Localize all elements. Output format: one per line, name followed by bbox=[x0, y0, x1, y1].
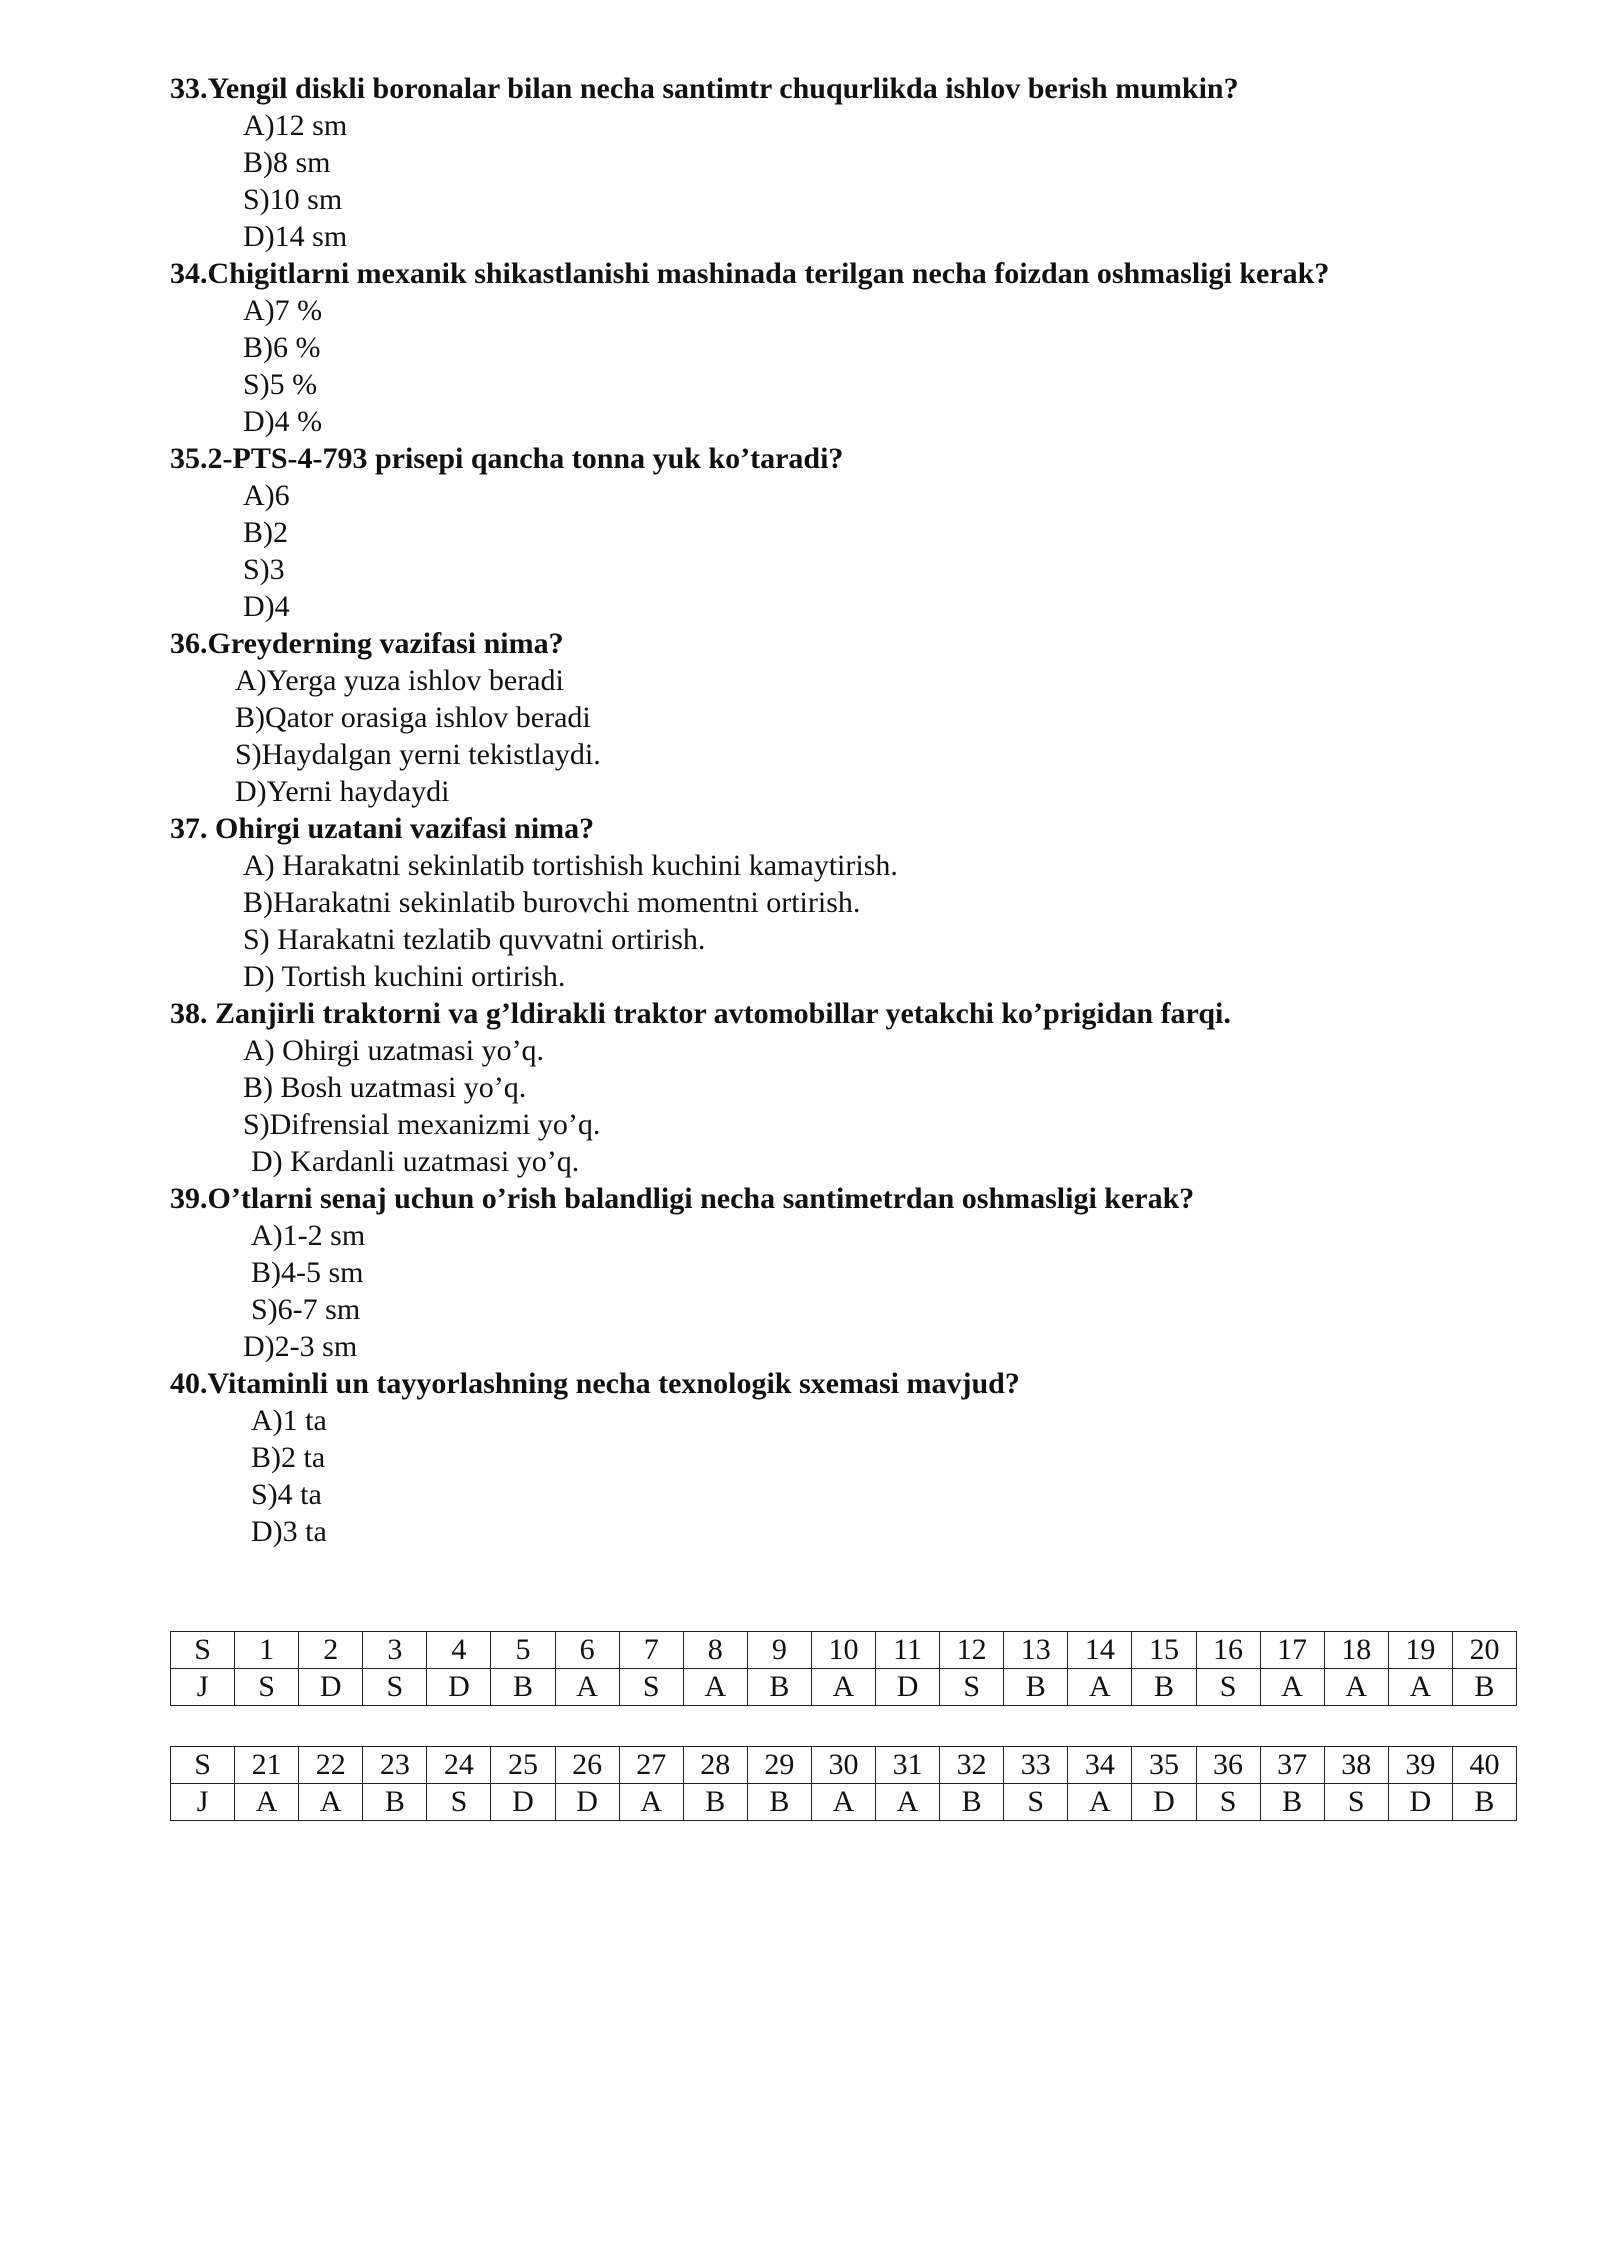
table-answer-cell: S bbox=[940, 1669, 1004, 1706]
table-answer-cell: D bbox=[299, 1669, 363, 1706]
table-header-cell: 18 bbox=[1324, 1632, 1388, 1669]
option-list bbox=[170, 847, 1470, 995]
table-answer-cell: S bbox=[619, 1669, 683, 1706]
table-header-cell: 24 bbox=[427, 1747, 491, 1784]
table-header-cell: 22 bbox=[299, 1747, 363, 1784]
option-d: D)14 sm bbox=[243, 220, 348, 253]
option-a: A)7 % bbox=[243, 294, 323, 327]
table-answer-cell: J bbox=[171, 1669, 235, 1706]
question-text: 37. Ohirgi uzatani vazifasi nima? bbox=[170, 812, 595, 845]
option-list bbox=[170, 1032, 1470, 1180]
question-33 bbox=[170, 70, 1470, 255]
table-answer-cell: B bbox=[1452, 1784, 1516, 1821]
table-header-cell: 6 bbox=[555, 1632, 619, 1669]
answer-table-header-row bbox=[171, 1747, 1517, 1784]
table-header-cell: 11 bbox=[876, 1632, 940, 1669]
table-header-cell: 35 bbox=[1132, 1747, 1196, 1784]
question-39 bbox=[170, 1180, 1470, 1365]
answer-table-answer-row bbox=[171, 1784, 1517, 1821]
table-header-cell: S bbox=[171, 1747, 235, 1784]
option-b: B)Harakatni sekinlatib burovchi momentni ortirish. bbox=[243, 886, 861, 919]
option-list bbox=[170, 662, 1470, 810]
option-s: S)10 sm bbox=[243, 183, 343, 216]
option-s: S) Harakatni tezlatib quvvatni ortirish. bbox=[243, 923, 706, 956]
option-list bbox=[170, 107, 1470, 255]
table-answer-cell: B bbox=[747, 1669, 811, 1706]
table-header-cell: 8 bbox=[683, 1632, 747, 1669]
table-answer-cell: B bbox=[1452, 1669, 1516, 1706]
table-header-cell: 15 bbox=[1132, 1632, 1196, 1669]
table-answer-cell: A bbox=[811, 1784, 875, 1821]
option-a: A)1-2 sm bbox=[251, 1219, 366, 1252]
table-header-cell: 4 bbox=[427, 1632, 491, 1669]
table-header-cell: 38 bbox=[1324, 1747, 1388, 1784]
table-header-cell: 28 bbox=[683, 1747, 747, 1784]
table-header-cell: 31 bbox=[876, 1747, 940, 1784]
table-answer-cell: S bbox=[1196, 1669, 1260, 1706]
table-answer-cell: A bbox=[1068, 1784, 1132, 1821]
table-header-cell: 13 bbox=[1004, 1632, 1068, 1669]
option-s: S)6-7 sm bbox=[251, 1293, 361, 1326]
table-header-cell: 27 bbox=[619, 1747, 683, 1784]
option-b: B)Qator orasiga ishlov beradi bbox=[235, 701, 591, 734]
table-answer-cell: D bbox=[1132, 1784, 1196, 1821]
question-36 bbox=[170, 625, 1470, 810]
option-a: A)6 bbox=[243, 479, 290, 512]
question-40 bbox=[170, 1365, 1470, 1550]
table-header-cell: 37 bbox=[1260, 1747, 1324, 1784]
question-text: 39.O’tlarni senaj uchun o’rish balandligi necha santimetrdan oshmasligi kerak? bbox=[170, 1182, 1195, 1215]
question-35 bbox=[170, 440, 1470, 625]
table-header-cell: 7 bbox=[619, 1632, 683, 1669]
table-answer-cell: D bbox=[876, 1669, 940, 1706]
answer-key-table bbox=[170, 1631, 1517, 1706]
table-header-cell: S bbox=[171, 1632, 235, 1669]
table-header-cell: 26 bbox=[555, 1747, 619, 1784]
table-header-cell: 3 bbox=[363, 1632, 427, 1669]
option-b: B)4-5 sm bbox=[251, 1256, 364, 1289]
option-d: D)4 % bbox=[243, 405, 323, 438]
table-answer-cell: B bbox=[1132, 1669, 1196, 1706]
table-answer-cell: A bbox=[811, 1669, 875, 1706]
option-s: S)4 ta bbox=[251, 1478, 322, 1511]
question-34 bbox=[170, 255, 1470, 440]
table-answer-cell: A bbox=[235, 1784, 299, 1821]
table-answer-cell: A bbox=[1324, 1669, 1388, 1706]
option-s: S)Difrensial mexanizmi yo’q. bbox=[243, 1108, 601, 1141]
table-answer-cell: D bbox=[1388, 1784, 1452, 1821]
question-text: 33.Yengil diskli boronalar bilan necha santimtr chuqurlikda ishlov berish mumkin? bbox=[170, 72, 1239, 105]
table-header-cell: 34 bbox=[1068, 1747, 1132, 1784]
question-38 bbox=[170, 995, 1470, 1180]
table-header-cell: 21 bbox=[235, 1747, 299, 1784]
table-answer-cell: A bbox=[555, 1669, 619, 1706]
table-header-cell: 36 bbox=[1196, 1747, 1260, 1784]
table-header-cell: 29 bbox=[747, 1747, 811, 1784]
question-text: 35.2-PTS-4-793 prisepi qancha tonna yuk ko’taradi? bbox=[170, 442, 844, 475]
option-b: B) Bosh uzatmasi yo’q. bbox=[243, 1071, 527, 1104]
table-answer-cell: B bbox=[491, 1669, 555, 1706]
question-text: 40.Vitaminli un tayyorlashning necha texnologik sxemasi mavjud? bbox=[170, 1367, 1020, 1400]
option-d: D) Tortish kuchini ortirish. bbox=[243, 960, 566, 993]
table-answer-cell: B bbox=[747, 1784, 811, 1821]
option-b: B)2 ta bbox=[251, 1441, 326, 1474]
table-header-cell: 16 bbox=[1196, 1632, 1260, 1669]
table-header-cell: 2 bbox=[299, 1632, 363, 1669]
table-answer-cell: A bbox=[1068, 1669, 1132, 1706]
option-d: D)3 ta bbox=[251, 1515, 327, 1548]
table-answer-cell: A bbox=[1388, 1669, 1452, 1706]
option-d: D)Yerni haydaydi bbox=[235, 775, 450, 808]
table-header-cell: 10 bbox=[811, 1632, 875, 1669]
table-header-cell: 14 bbox=[1068, 1632, 1132, 1669]
option-a: A)1 ta bbox=[251, 1404, 327, 1437]
option-a: A) Ohirgi uzatmasi yo’q. bbox=[243, 1034, 545, 1067]
question-37 bbox=[170, 810, 1470, 995]
table-header-cell: 1 bbox=[235, 1632, 299, 1669]
table-header-cell: 12 bbox=[940, 1632, 1004, 1669]
table-answer-cell: J bbox=[171, 1784, 235, 1821]
option-b: B)2 bbox=[243, 516, 288, 549]
table-answer-cell: S bbox=[235, 1669, 299, 1706]
table-answer-cell: A bbox=[1260, 1669, 1324, 1706]
table-answer-cell: S bbox=[1004, 1784, 1068, 1821]
option-b: B)6 % bbox=[243, 331, 321, 364]
answer-table-answer-row bbox=[171, 1669, 1517, 1706]
table-header-cell: 30 bbox=[811, 1747, 875, 1784]
option-s: S)Haydalgan yerni tekistlaydi. bbox=[235, 738, 601, 771]
table-header-cell: 19 bbox=[1388, 1632, 1452, 1669]
table-answer-cell: B bbox=[940, 1784, 1004, 1821]
option-d: D) Kardanli uzatmasi yo’q. bbox=[251, 1145, 580, 1178]
table-header-cell: 23 bbox=[363, 1747, 427, 1784]
table-answer-cell: B bbox=[1260, 1784, 1324, 1821]
table-answer-cell: D bbox=[555, 1784, 619, 1821]
option-list bbox=[170, 292, 1470, 440]
question-text: 34.Chigitlarni mexanik shikastlanishi mashinada terilgan necha foizdan oshmasligi kerak? bbox=[170, 257, 1330, 290]
table-answer-cell: S bbox=[1324, 1784, 1388, 1821]
answer-key-table bbox=[170, 1746, 1517, 1821]
question-text: 36.Greyderning vazifasi nima? bbox=[170, 627, 564, 660]
option-d: D)4 bbox=[243, 590, 290, 623]
table-header-cell: 5 bbox=[491, 1632, 555, 1669]
table-header-cell: 20 bbox=[1452, 1632, 1516, 1669]
table-answer-cell: S bbox=[427, 1784, 491, 1821]
table-header-cell: 9 bbox=[747, 1632, 811, 1669]
question-text: 38. Zanjirli traktorni va g’ldirakli traktor avtomobillar yetakchi ko’prigidan farqi. bbox=[170, 997, 1231, 1030]
option-list bbox=[170, 1402, 1470, 1550]
table-answer-cell: A bbox=[619, 1784, 683, 1821]
table-header-cell: 32 bbox=[940, 1747, 1004, 1784]
table-answer-cell: D bbox=[427, 1669, 491, 1706]
table-answer-cell: D bbox=[491, 1784, 555, 1821]
option-s: S)3 bbox=[243, 553, 285, 586]
table-answer-cell: B bbox=[683, 1784, 747, 1821]
option-list bbox=[170, 1217, 1470, 1365]
table-answer-cell: A bbox=[299, 1784, 363, 1821]
table-header-cell: 25 bbox=[491, 1747, 555, 1784]
option-list bbox=[170, 477, 1470, 625]
option-d: D)2-3 sm bbox=[243, 1330, 358, 1363]
question-list bbox=[170, 70, 1470, 1550]
table-answer-cell: S bbox=[363, 1669, 427, 1706]
table-header-cell: 40 bbox=[1452, 1747, 1516, 1784]
table-answer-cell: B bbox=[363, 1784, 427, 1821]
table-answer-cell: B bbox=[1004, 1669, 1068, 1706]
option-a: A)12 sm bbox=[243, 109, 348, 142]
option-s: S)5 % bbox=[243, 368, 318, 401]
table-answer-cell: A bbox=[876, 1784, 940, 1821]
answer-table-header-row bbox=[171, 1632, 1517, 1669]
table-answer-cell: S bbox=[1196, 1784, 1260, 1821]
option-a: A) Harakatni sekinlatib tortishish kuchini kamaytirish. bbox=[243, 849, 898, 882]
table-header-cell: 33 bbox=[1004, 1747, 1068, 1784]
table-header-cell: 17 bbox=[1260, 1632, 1324, 1669]
option-b: B)8 sm bbox=[243, 146, 331, 179]
table-header-cell: 39 bbox=[1388, 1747, 1452, 1784]
table-answer-cell: A bbox=[683, 1669, 747, 1706]
option-a: A)Yerga yuza ishlov beradi bbox=[235, 664, 564, 697]
